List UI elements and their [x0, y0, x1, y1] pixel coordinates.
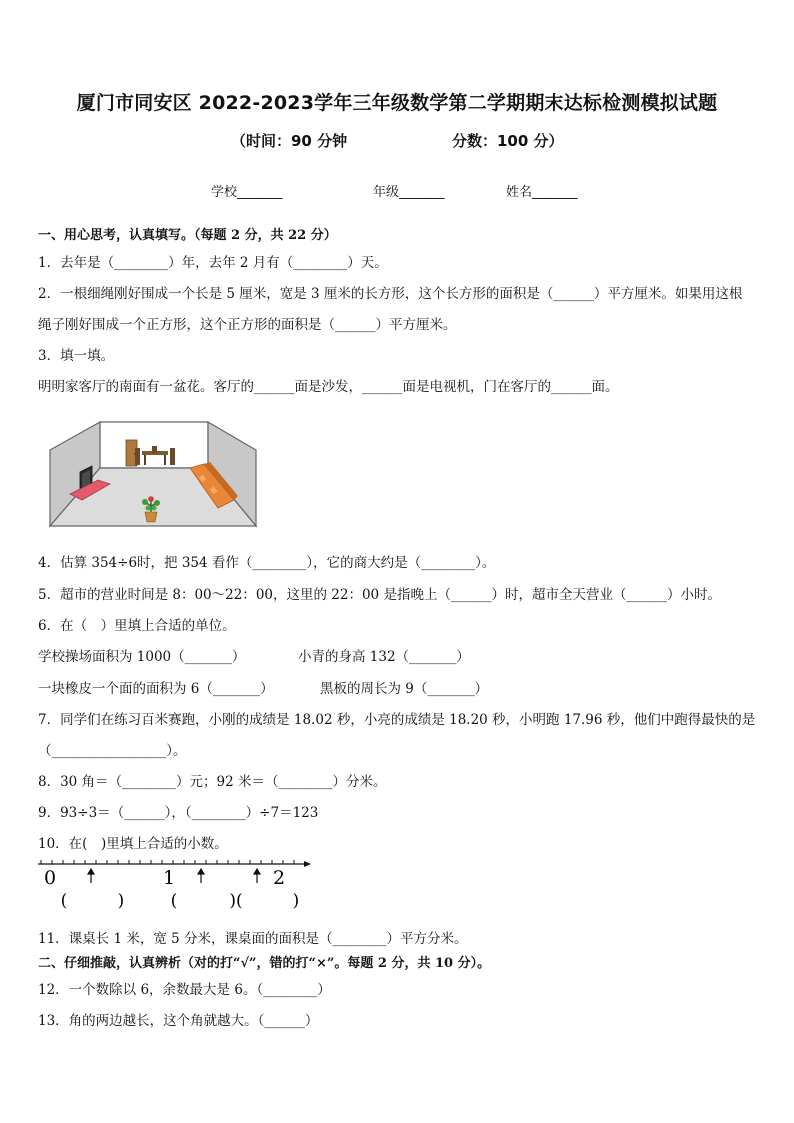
answer-paren-1-open: (	[60, 891, 68, 911]
question-5: 5．超市的营业时间是 8：00～22：00，这里的 22：00 是指晚上（______）时，超市全天营业（______）小时。	[38, 587, 721, 603]
section2-heading: 二、仔细推敲，认真辨析（对的打“√”，错的打“×”。每题 2 分，共 10 分）。	[38, 956, 491, 971]
back-wall	[100, 422, 208, 468]
question-13: 13．角的两边越长，这个角就越大。（______）	[38, 1013, 319, 1029]
question-7-line1: 7．同学们在练习百米赛跑，小刚的成绩是 18.02 秒，小亮的成绩是 18.20 秒，小明跑 17.96 秒，他们中跑得最快的是	[38, 712, 756, 728]
answer-paren-3-close: )	[292, 891, 300, 911]
question-7-line2: （_________________）。	[38, 743, 187, 759]
question-11: 11．课桌长 1 米，宽 5 分米，课桌面的面积是（________）平方分米。	[38, 931, 468, 947]
exam-time: （时间：90 分钟	[231, 132, 348, 150]
exam-score: 分数：100 分）	[452, 132, 564, 150]
flower-pot	[145, 512, 157, 522]
question-10: 10．在( )里填上合适的小数。	[38, 836, 228, 852]
number-line-arrowhead	[304, 861, 311, 867]
question-6-c: 一块橡皮一个面的面积为 6（_______）	[38, 681, 274, 697]
page-title: 厦门市同安区 2022-2023学年三年级数学第二学期期末达标检测模拟试题	[76, 92, 718, 114]
grade-field[interactable]: 年级_______	[373, 185, 445, 200]
answer-paren-1-close: )	[117, 891, 125, 911]
question-6-b: 小青的身高 132（_______）	[298, 649, 470, 665]
tick-label-2: 2	[272, 867, 286, 889]
tick-label-0: 0	[43, 867, 57, 889]
question-2-line1: 2．一根细绳刚好围成一个长是 5 厘米，宽是 3 厘米的长方形，这个长方形的面积是（______）平方厘米。如果用这根	[38, 286, 743, 302]
living-room-illustration	[48, 420, 260, 530]
question-6-a: 学校操场面积为 1000（_______）	[38, 649, 246, 665]
question-2-line2: 绳子刚好围成一个正方形，这个正方形的面积是（______）平方厘米。	[38, 317, 457, 333]
section1-heading: 一、用心思考，认真填写。（每题 2 分，共 22 分）	[38, 228, 337, 243]
question-6-d: 黑板的周长为 9（_______）	[320, 681, 489, 697]
name-field[interactable]: 姓名_______	[506, 185, 578, 200]
question-8: 8．30 角＝（________）元；92 米＝（________）分米。	[38, 774, 387, 790]
question-4: 4．估算 354÷6时，把 354 看作（________），它的商大约是（________）。	[38, 555, 496, 571]
question-1: 1．去年是（________）年，去年 2 月有（________）天。	[38, 255, 388, 271]
question-3-text: 明明家客厅的南面有一盆花。客厅的______面是沙发，______面是电视机，门在客厅的______面。	[38, 379, 619, 395]
question-6: 6．在（ ）里填上合适的单位。	[38, 618, 236, 634]
question-9: 9．93÷3＝（______），（________）÷7＝123	[38, 805, 319, 821]
chair	[152, 446, 157, 453]
chair	[170, 448, 175, 465]
number-line	[36, 856, 316, 912]
question-12: 12．一个数除以 6，余数最大是 6。（________）	[38, 982, 331, 998]
answer-paren-2-close-3-open: )(	[229, 891, 243, 911]
chair	[135, 448, 140, 465]
answer-paren-2-open: (	[170, 891, 178, 911]
tick-label-1: 1	[162, 867, 176, 889]
school-field[interactable]: 学校_______	[211, 185, 283, 200]
question-3: 3．填一填。	[38, 348, 115, 364]
